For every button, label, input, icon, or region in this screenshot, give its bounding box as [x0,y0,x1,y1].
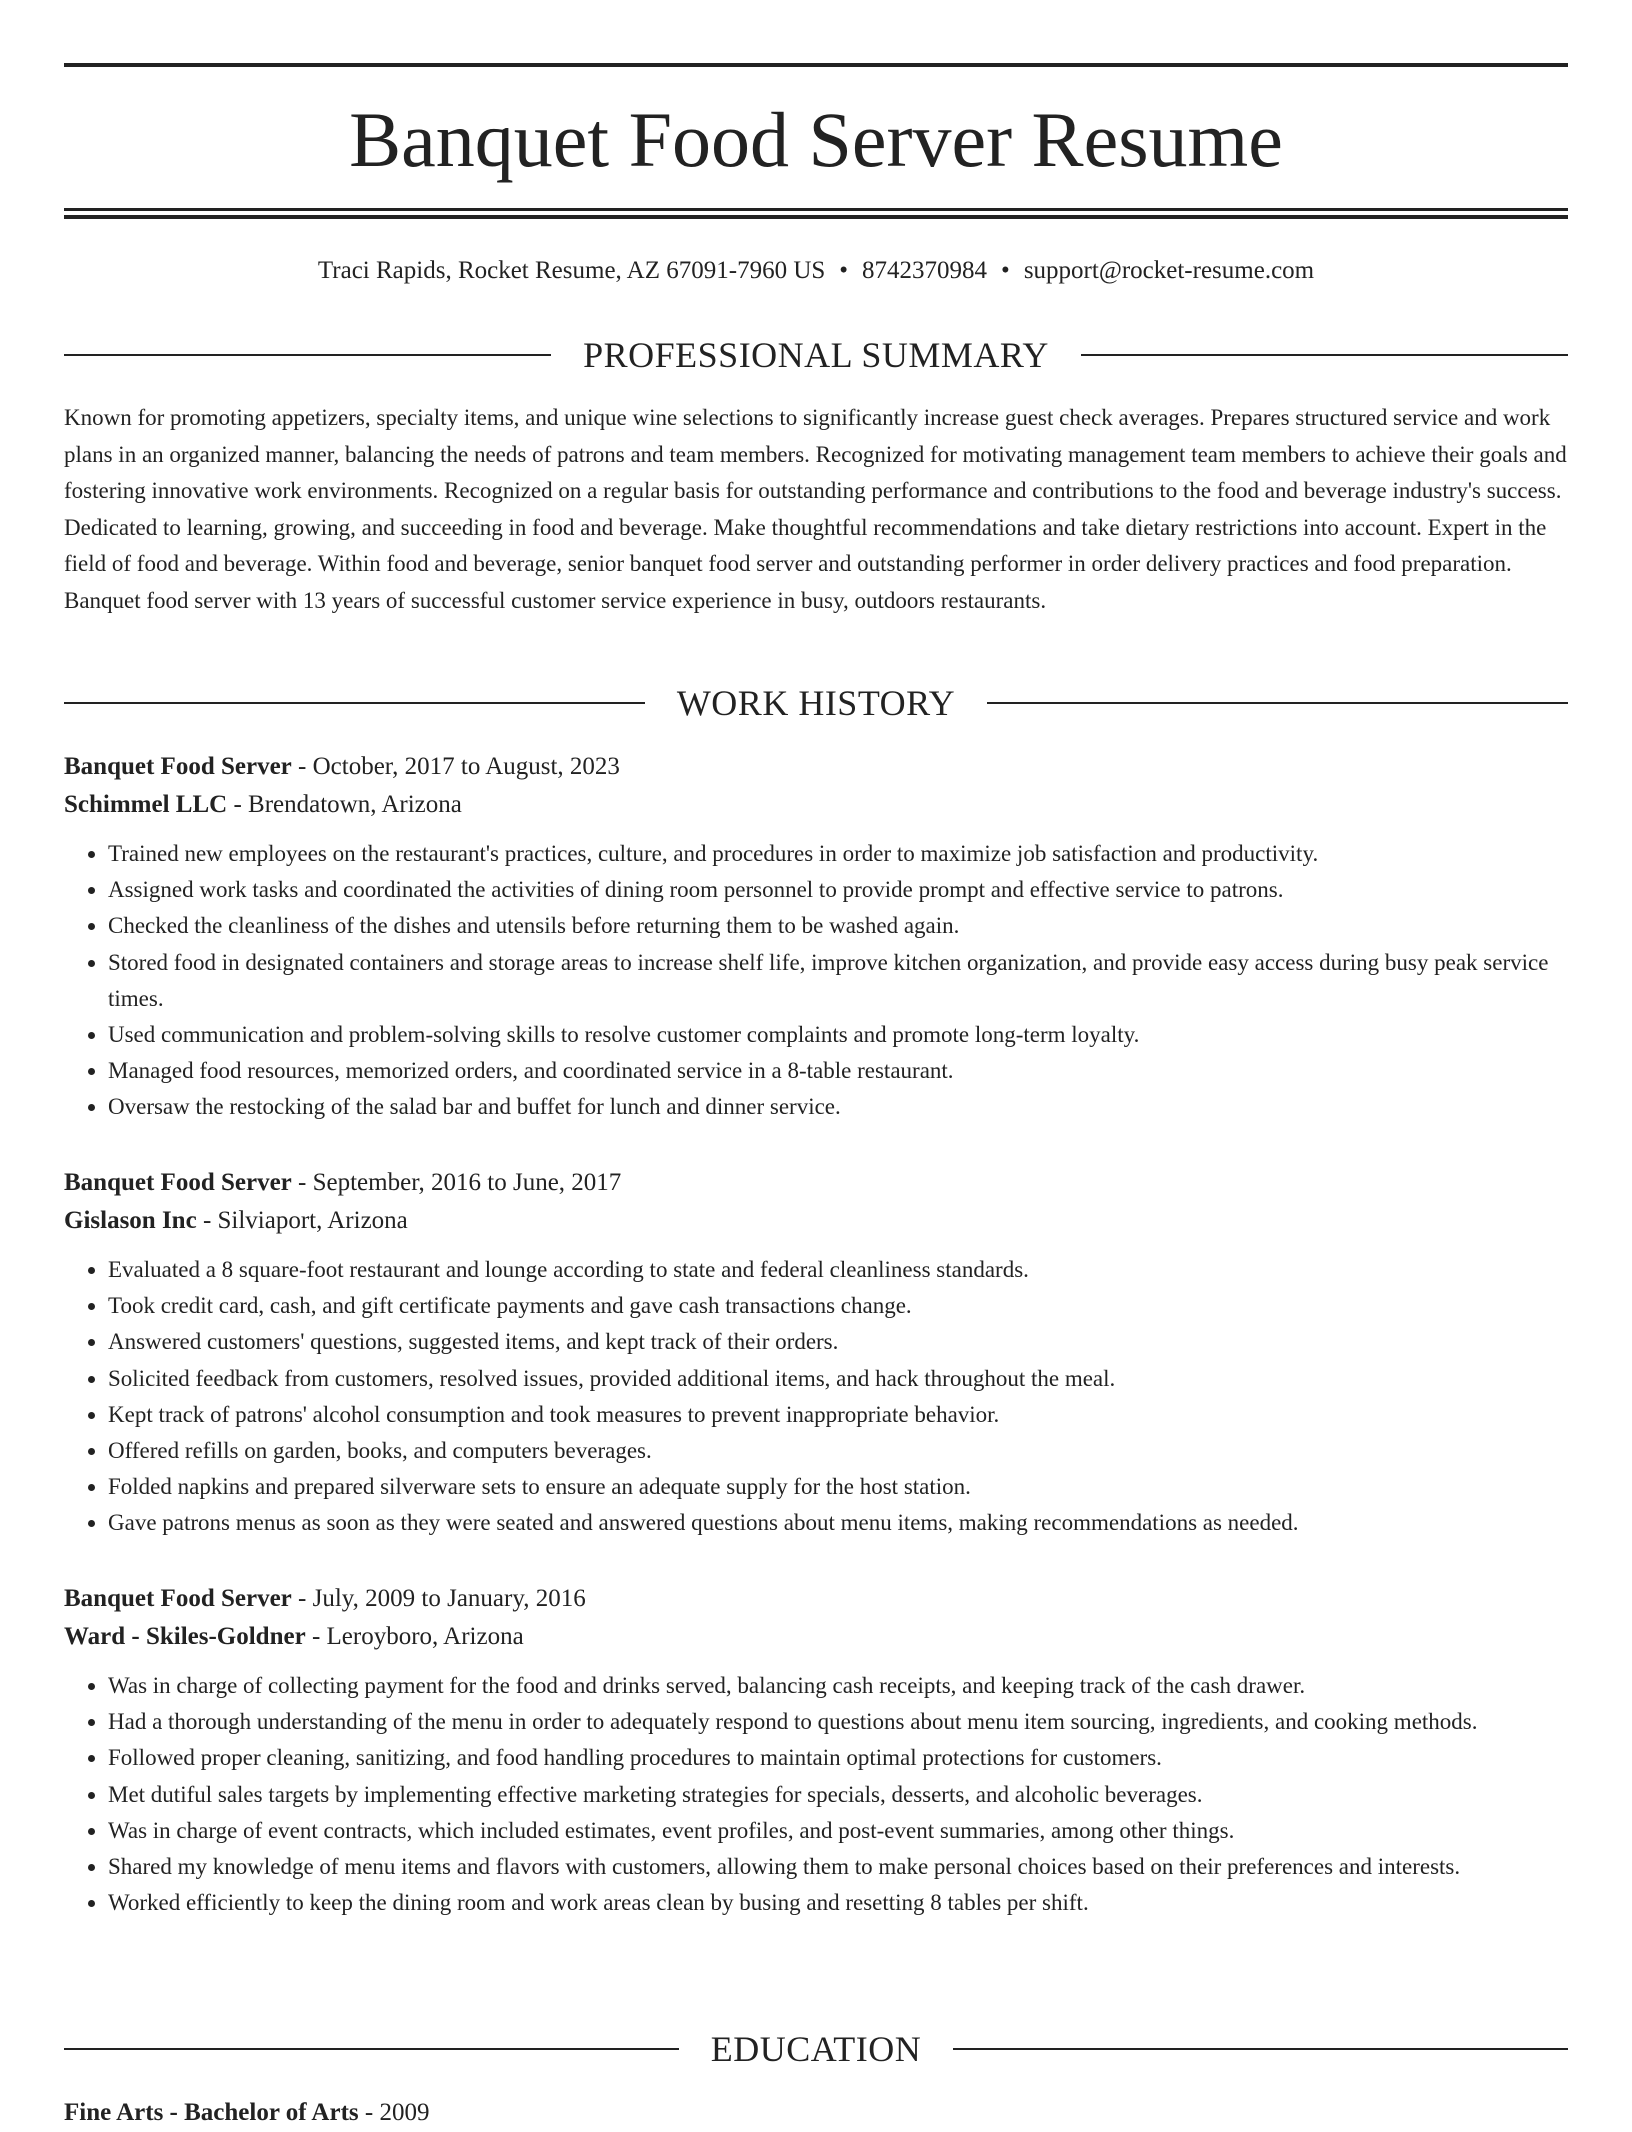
list-item: • Was in charge of event contracts, which included estimates, event profiles, and post-event summaries, among other things. [108,1813,1568,1849]
education-entry [64,2094,1568,2132]
job-title: Banquet Food Server [64,1585,292,1612]
job-title-line [64,1164,1568,1202]
section-rule-left [64,354,551,356]
list-item: • Oversaw the restocking of the salad bar and buffet for lunch and dinner service. [108,1089,1568,1125]
job-company-line [64,1202,1568,1240]
list-item: • Evaluated a 8 square-foot restaurant and lounge according to state and federal cleanliness standards. [108,1252,1568,1288]
list-item: • Checked the cleanliness of the dishes and utensils before returning them to be washed again. [108,908,1568,944]
job-title: Banquet Food Server [64,1169,292,1196]
contact-address: Traci Rapids, Rocket Resume, AZ 67091-7960 US [317,257,826,284]
job-location: - Silviaport, Arizona [196,1207,408,1234]
section-rule-left [64,2048,679,2050]
list-item: • Gave patrons menus as soon as they were seated and answered questions about menu items, making recommendations as needed. [108,1505,1568,1541]
job-bullets [64,836,1568,1126]
job-company-line [64,786,1568,824]
top-rule [64,63,1568,67]
list-item: • Folded napkins and prepared silverware sets to ensure an adequate supply for the host station. [108,1469,1568,1505]
job-location: - Leroyboro, Arizona [305,1623,524,1650]
list-item: • Solicited feedback from customers, resolved issues, provided additional items, and hack throughout the meal. [108,1361,1568,1397]
list-item: • Worked efficiently to keep the dining room and work areas clean by busing and resetting 8 tables per shift. [108,1885,1568,1921]
section-rule-right [1081,354,1568,356]
list-item: • Answered customers' questions, suggested items, and kept track of their orders. [108,1324,1568,1360]
job-dates: - September, 2016 to June, 2017 [291,1169,622,1196]
education-year: - 2009 [358,2099,430,2126]
job-bullets [64,1252,1568,1542]
job-bullets [64,1668,1568,1921]
list-item: • Kept track of patrons' alcohol consumption and took measures to prevent inappropriate behavior. [108,1397,1568,1433]
job-entry [64,1580,1568,1921]
section-title-work: WORK HISTORY [676,683,956,723]
list-item: • Offered refills on garden, books, and computers beverages. [108,1433,1568,1469]
list-item: • Shared my knowledge of menu items and flavors with customers, allowing them to make personal choices based on their preferences and interests. [108,1849,1568,1885]
job-title-line [64,748,1568,786]
contact-separator: • [1001,257,1010,284]
list-item: • Used communication and problem-solving skills to resolve customer complaints and promote long-term loyalty. [108,1017,1568,1053]
job-company: Ward - Skiles-Goldner [64,1623,306,1650]
job-company: Schimmel LLC [64,791,228,818]
section-header-education [64,2027,1568,2071]
job-company: Gislason Inc [64,1207,197,1234]
page-title: Banquet Food Server Resume [349,96,1283,183]
contact-phone: 8742370984 [862,257,988,284]
job-title: Banquet Food Server [64,753,292,780]
list-item: • Took credit card, cash, and gift certificate payments and gave cash transactions change. [108,1288,1568,1324]
list-item: • Managed food resources, memorized orders, and coordinated service in a 8-table restaurant. [108,1053,1568,1089]
job-entry [64,748,1568,1126]
list-item: • Trained new employees on the restaurant's practices, culture, and procedures in order to maximize job satisfaction and productivity. [108,836,1568,872]
job-dates: - July, 2009 to January, 2016 [291,1585,586,1612]
list-item: • Stored food in designated containers and storage areas to increase shelf life, improve kitchen organization, and provide easy access during busy peak service times. [108,945,1568,1017]
job-location: - Brendatown, Arizona [227,791,462,818]
summary-paragraph: Known for promoting appetizers, specialty items, and unique wine selections to significantly increase guest check averages. Prepares structured service and work plans in an organized manner, balancing the needs of patrons and team members. Recognized for motivating management team members to achieve their goals and fostering innovative work environments. Recognized on a regular basis for outstanding performance and contributions to the food and beverage industry's success. Dedicated to learning, growing, and succeeding in food and beverage. Make thoughtful recommendations and take dietary restrictions into account. Expert in the field of food and beverage. Within food and beverage, senior banquet food server and outstanding performer in order delivery practices and food preparation. Banquet food server with 13 years of successful customer service experience in busy, outdoors restaurants. [64,405,1567,613]
section-title-education: EDUCATION [710,2029,922,2069]
title-double-rule [64,208,1568,219]
section-title-summary: PROFESSIONAL SUMMARY [583,335,1049,375]
section-header-work [64,681,1568,725]
contact-line [64,255,1568,287]
list-item: • Followed proper cleaning, sanitizing, and food handling procedures to maintain optimal protections for customers. [108,1740,1568,1776]
job-company-line [64,1618,1568,1656]
section-rule-left [64,702,645,704]
contact-email: support@rocket-resume.com [1023,257,1315,284]
section-rule-right [987,702,1568,704]
list-item: • Had a thorough understanding of the menu in order to adequately respond to questions about menu item sourcing, ingredients, and cooking methods. [108,1704,1568,1740]
education-degree: Fine Arts - Bachelor of Arts [64,2099,359,2126]
section-rule-right [953,2048,1568,2050]
list-item: • Was in charge of collecting payment for the food and drinks served, balancing cash receipts, and keeping track of the cash drawer. [108,1668,1568,1704]
job-entry [64,1164,1568,1542]
section-header-summary [64,333,1568,377]
contact-separator: • [839,257,849,284]
job-title-line [64,1580,1568,1618]
list-item: • Met dutiful sales targets by implementing effective marketing strategies for specials, desserts, and alcoholic beverages. [108,1777,1568,1813]
list-item: • Assigned work tasks and coordinated the activities of dining room personnel to provide prompt and effective service to patrons. [108,872,1568,908]
job-dates: - October, 2017 to August, 2023 [291,753,620,780]
